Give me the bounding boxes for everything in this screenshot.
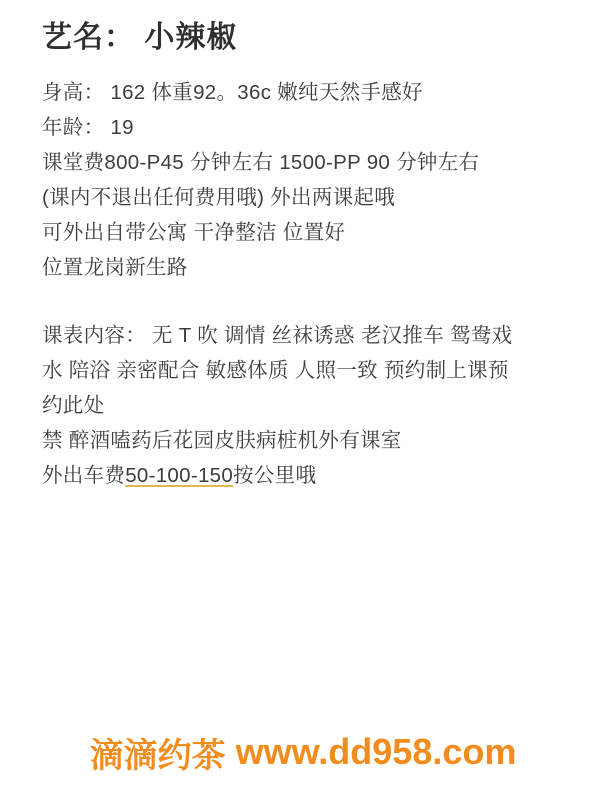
- body-line: 课堂费800-P45 分钟左右 1500-PP 90 分钟左右: [42, 151, 480, 174]
- body-line: (课内不退出任何费用哦) 外出两课起哦: [42, 186, 396, 209]
- body-line: 位置龙岗新生路: [42, 256, 188, 279]
- document-body: [42, 75, 576, 493]
- body-line: 身高： 162 体重92。36c 嫩纯天然手感好: [42, 81, 423, 104]
- body-line: 可外出自带公寓 干净整洁 位置好: [42, 221, 346, 244]
- fare-line: [42, 458, 576, 493]
- fare-suffix: 按公里哦: [233, 464, 317, 487]
- footer-url[interactable]: www.dd958.com: [235, 731, 517, 772]
- body-line: 禁 醉酒嗑药后花园皮肤病桩机外有课室: [42, 429, 402, 452]
- fare-prefix: 外出车费: [42, 464, 126, 487]
- body-line: 年龄： 19: [42, 116, 134, 139]
- footer-banner: [0, 704, 606, 800]
- footer-brand: 滴滴约茶: [89, 736, 226, 775]
- body-line: 约此处: [42, 394, 105, 417]
- paragraph-spacer: [42, 285, 576, 318]
- body-line: 水 陪浴 亲密配合 敏感体质 人照一致 预约制上课预: [42, 359, 509, 382]
- page-title: 艺名： 小辣椒: [42, 21, 238, 54]
- body-line: 课表内容： 无 T 吹 调情 丝袜诱惑 老汉推车 鸳鸯戏: [42, 324, 513, 347]
- fare-highlight: 50-100-150: [125, 464, 234, 487]
